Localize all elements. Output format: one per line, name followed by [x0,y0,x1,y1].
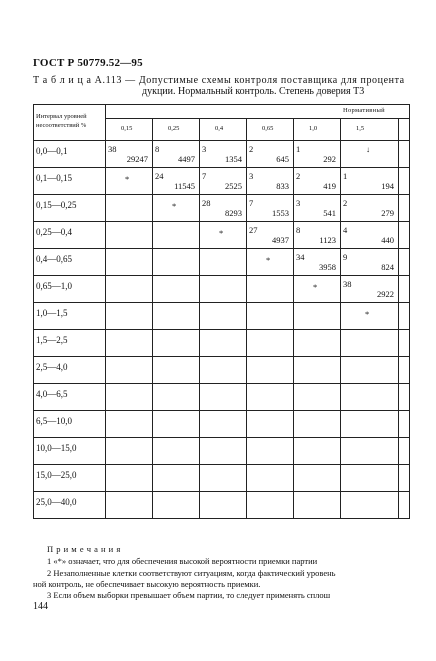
acceptance-value: 279 [381,208,394,218]
acceptance-value: 2922 [377,289,394,299]
row-rule [33,194,409,195]
column-rule [246,118,247,519]
row-rule [33,437,409,438]
sample-size: 27 [249,225,258,235]
row-label: 1,5—2,5 [36,335,68,345]
sample-size: 9 [343,252,348,262]
column-rule [199,118,200,519]
asterisk-mark: * [172,201,177,211]
row-rule [33,518,409,519]
sample-size: 2 [296,171,301,181]
column-header: 1,0 [309,125,318,132]
header-bottom-rule [33,140,409,141]
row-rule [33,275,409,276]
row-label: 0,15—0,25 [36,200,77,210]
row-rule [33,221,409,222]
sample-size: 2 [249,144,254,154]
row-label: 0,0—0,1 [36,146,68,156]
row-label: 10,0—15,0 [36,443,77,453]
table-caption-line2: дукции. Нормальный контроль. Степень доверия Т3 [142,86,365,97]
header-normative: Нормативный [343,107,385,114]
table-left-rule [33,104,34,519]
table-caption-line1: Т а б л и ц а А.113 — Допустимые схемы контроля поставщика для процента [33,75,405,86]
acceptance-value: 833 [276,181,289,191]
acceptance-value: 8293 [225,208,242,218]
acceptance-value: 1123 [319,235,336,245]
sample-size: 24 [155,171,164,181]
header-mid-rule [105,118,409,119]
arrow-down-mark: ↓ [366,145,370,154]
asterisk-mark: * [219,228,224,238]
row-label: 2,5—4,0 [36,362,68,372]
row-label: 0,4—0,65 [36,254,72,264]
sample-size: 8 [296,225,301,235]
acceptance-value: 11545 [174,181,195,191]
sample-size: 3 [202,144,207,154]
sample-size: 38 [343,279,352,289]
acceptance-value: 645 [276,154,289,164]
asterisk-mark: * [365,309,370,319]
table-right-rule [409,104,410,519]
note-3: 3 Если объем выборки превышает объем партии, то следует применять сплош [47,590,331,600]
header-interval-line2: несоответствий % [36,122,87,129]
acceptance-value: 1553 [272,208,289,218]
column-header: 0,25 [168,125,180,132]
acceptance-value: 3958 [319,262,336,272]
note-1: 1 «*» означает, что для обеспечения высокой вероятности приемки партии [47,556,318,566]
sample-size: 3 [296,198,301,208]
acceptance-value: 292 [323,154,336,164]
row-label: 0,25—0,4 [36,227,72,237]
sample-size: 2 [343,198,348,208]
standard-code: ГОСТ Р 50779.52—95 [33,57,143,69]
sample-size: 8 [155,144,160,154]
sample-size: 1 [343,171,348,181]
acceptance-value: 440 [381,235,394,245]
row-label: 4,0—6,5 [36,389,68,399]
sample-size: 1 [296,144,301,154]
sample-size: 4 [343,225,348,235]
header-interval-line1: Интервал уровней [36,113,87,120]
asterisk-mark: * [125,174,130,184]
notes-title: П р и м е ч а н и я [47,544,121,554]
sample-size: 7 [202,171,207,181]
row-rule [33,302,409,303]
acceptance-value: 4937 [272,235,289,245]
column-rule [152,118,153,519]
acceptance-value: 419 [323,181,336,191]
acceptance-value: 824 [381,262,394,272]
acceptance-value: 2525 [225,181,242,191]
row-rule [33,329,409,330]
acceptance-value: 29247 [126,154,148,164]
label-column-rule [105,104,106,519]
row-rule [33,356,409,357]
row-rule [33,248,409,249]
row-rule [33,167,409,168]
sample-size: 3 [249,171,254,181]
row-rule [33,464,409,465]
column-rule [293,118,294,519]
row-rule [33,410,409,411]
acceptance-value: 194 [381,181,394,191]
column-header: 0,65 [262,125,274,132]
acceptance-value: 1354 [225,154,242,164]
asterisk-mark: * [266,255,271,265]
acceptance-value: 4497 [178,154,195,164]
sample-size: 28 [202,198,211,208]
row-label: 0,1—0,15 [36,173,72,183]
row-label: 15,0—25,0 [36,470,77,480]
note-2: 2 Незаполненные клетки соответствуют ситуациям, когда фактический уровень [47,568,336,578]
page-number: 144 [33,601,48,612]
sample-size: 34 [296,252,305,262]
column-rule [398,118,399,519]
row-label: 25,0—40,0 [36,497,77,507]
row-label: 0,65—1,0 [36,281,72,291]
column-rule [340,118,341,519]
sample-size: 38 [108,144,117,154]
row-label: 1,0—1,5 [36,308,68,318]
column-header: 1,5 [356,125,365,132]
table-top-rule [33,104,409,105]
row-rule [33,383,409,384]
acceptance-value: 541 [323,208,336,218]
column-header: 0,4 [215,125,224,132]
column-header: 0,15 [121,125,133,132]
sample-size: 7 [249,198,254,208]
asterisk-mark: * [313,282,318,292]
note-2-cont: ной контроль, не обеспечивает высокую вероятность приемки. [33,579,261,589]
row-rule [33,491,409,492]
row-label: 6,5—10,0 [36,416,72,426]
